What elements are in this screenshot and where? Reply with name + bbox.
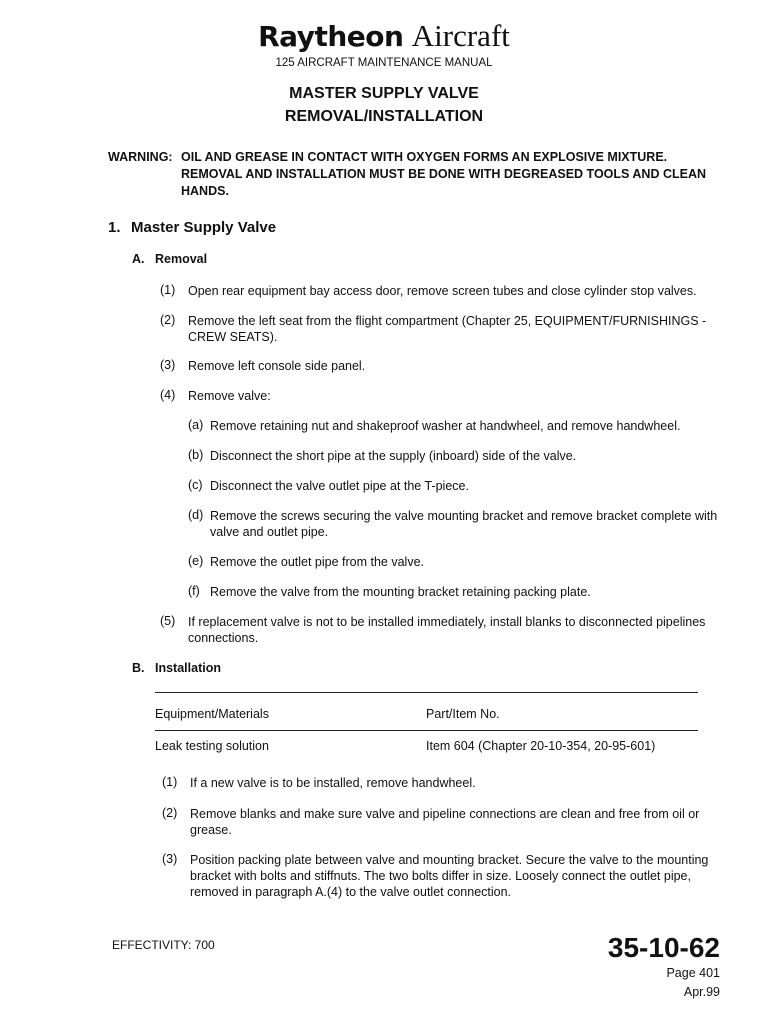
warning-line2: REMOVAL AND INSTALLATION MUST BE DONE WITH DEGREASED TOOLS AND CLEAN (181, 167, 706, 181)
subsection-letter-a: A. (132, 252, 145, 266)
removal-substep-text: Disconnect the valve outlet pipe at the T-piece. (210, 479, 469, 493)
warning-label: WARNING: (108, 150, 173, 164)
removal-substep-number: (a) (188, 418, 204, 432)
document-number: 35-10-62 (607, 932, 720, 963)
removal-substep-text: Remove the valve from the mounting bracket retaining packing plate. (210, 585, 591, 599)
page-number: Page 401 (666, 966, 720, 980)
install-step-text: grease. (190, 823, 232, 837)
warning-line3: HANDS. (181, 184, 229, 198)
install-step-text: removed in paragraph A.(4) to the valve outlet connection. (190, 885, 512, 899)
removal-step-number: (4) (160, 388, 176, 402)
page-title-line2: REMOVAL/INSTALLATION (284, 108, 484, 125)
removal-substep-number: (b) (188, 448, 204, 462)
removal-step-text: Remove left console side panel. (188, 359, 366, 373)
section-number: 1. (108, 219, 121, 236)
table-cell-material: Leak testing solution (155, 739, 269, 753)
removal-step-text: connections. (188, 631, 259, 645)
install-step-text: Position packing plate between valve and mounting bracket. Secure the valve to the mounting (190, 853, 709, 867)
brand-logo (0, 18, 768, 54)
section-title: Master Supply Valve (131, 219, 277, 236)
table-header-rule (155, 730, 698, 731)
removal-substep-text: valve and outlet pipe. (210, 525, 329, 539)
removal-substep-text: Remove the outlet pipe from the valve. (210, 555, 425, 569)
effectivity: EFFECTIVITY: 700 (112, 938, 215, 952)
install-step-text: Remove blanks and make sure valve and pipeline connections are clean and free from oil or (190, 807, 700, 821)
removal-step-number: (5) (160, 614, 176, 628)
removal-substep-text: Disconnect the short pipe at the supply (inboard) side of the valve. (210, 449, 577, 463)
removal-substep-text: Remove the screws securing the valve mounting bracket and remove bracket complete with (210, 509, 718, 523)
removal-step-text: CREW SEATS). (188, 330, 278, 344)
install-step-number: (3) (162, 852, 178, 866)
page-title-line1: MASTER SUPPLY VALVE (289, 85, 479, 102)
removal-step-text: Open rear equipment bay access door, remove screen tubes and close cylinder stop valves. (188, 284, 697, 298)
install-step-text: If a new valve is to be installed, remove handwheel. (190, 776, 476, 790)
removal-step-number: (1) (160, 283, 176, 297)
install-step-number: (2) (162, 806, 178, 820)
removal-substep-text: Remove retaining nut and shakeproof washer at handwheel, and remove handwheel. (210, 419, 681, 433)
removal-step-number: (3) (160, 358, 176, 372)
removal-step-text: Remove the left seat from the flight compartment (Chapter 25, EQUIPMENT/FURNISHINGS - (188, 314, 707, 328)
revision-date: Apr.99 (683, 985, 720, 999)
subsection-title-installation: Installation (155, 661, 221, 675)
table-header-part: Part/Item No. (426, 707, 500, 721)
install-step-number: (1) (162, 775, 178, 789)
table-header-equipment: Equipment/Materials (155, 707, 269, 721)
subsection-letter-b: B. (132, 661, 145, 675)
subsection-title-removal: Removal (155, 252, 208, 266)
brand-name-bold: Raytheon (258, 20, 404, 53)
removal-step-text: If replacement valve is not to be installed immediately, install blanks to disconnected pipelines (188, 615, 706, 629)
removal-substep-number: (f) (188, 584, 200, 598)
table-top-rule (155, 692, 698, 693)
table-cell-item: Item 604 (Chapter 20-10-354, 20-95-601) (426, 739, 656, 753)
manual-title: 125 AIRCRAFT MAINTENANCE MANUAL (275, 57, 493, 69)
brand-name-serif: Aircraft (411, 18, 510, 53)
removal-step-number: (2) (160, 313, 176, 327)
removal-substep-number: (d) (188, 508, 204, 522)
removal-substep-number: (e) (188, 554, 204, 568)
removal-step-text: Remove valve: (188, 389, 271, 403)
removal-substep-number: (c) (188, 478, 203, 492)
install-step-text: bracket with bolts and stiffnuts. The two bolts differ in size. Loosely connect the outlet pipe, (190, 869, 691, 883)
warning-line1: OIL AND GREASE IN CONTACT WITH OXYGEN FORMS AN EXPLOSIVE MIXTURE. (181, 150, 668, 164)
